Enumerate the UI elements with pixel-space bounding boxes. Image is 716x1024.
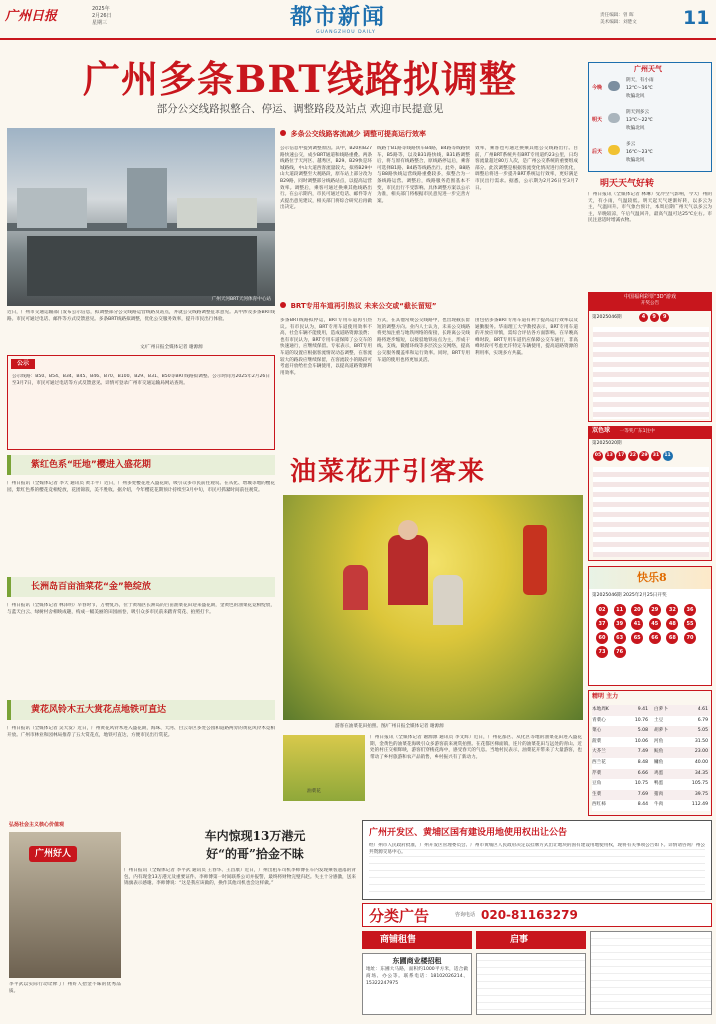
price-cell: 8.48 xyxy=(637,759,648,765)
feature-title: 油菜花开引客来 xyxy=(290,457,487,487)
price-row xyxy=(592,790,710,801)
price-cell: 31.50 xyxy=(694,738,708,744)
price-cell: 生菜 xyxy=(592,791,602,797)
feature-photo-caption: 游客在油菜花田拍照。图/广州日报全媒体记者 谢源源 xyxy=(335,724,444,729)
weather-row-0: 今晚 阴天，有小雨 12℃～16℃ 吹偏北风 xyxy=(592,78,654,99)
main-headline: 广州多条BRT线路拟调整 xyxy=(83,57,517,101)
land-notice-title: 广州开发区、黄埔区国有建设用地使用权出让公告 xyxy=(369,828,568,838)
partly-cloudy-icon xyxy=(608,145,620,155)
weather-row-2: 后天 多云 16℃～23℃ 吹偏北风 xyxy=(592,142,653,163)
main-subheadline: 部分公交线路拟整合、停运、调整路段及站点 欢迎市民提意见 xyxy=(156,103,444,115)
kl8-banner: 快乐8 xyxy=(589,567,711,589)
double-color-issue: 第2025020期 xyxy=(592,441,622,446)
notice-box xyxy=(7,355,275,450)
price-row xyxy=(592,779,710,790)
price-cell: 7.69 xyxy=(637,791,648,797)
feature-inset-photo xyxy=(283,735,365,801)
price-cell: 39.75 xyxy=(694,791,708,797)
price-cell: 5.08 xyxy=(637,728,648,734)
price-cell: 河鱼 xyxy=(654,738,664,744)
classified-title: 分类广告 xyxy=(369,907,430,925)
price-cell: 大芥兰 xyxy=(592,749,606,755)
good-people-title-1: 车内惊现13万港元 xyxy=(204,829,306,843)
sub-heading-1: 多条公交线路客流减少 调整可提高运行效率 xyxy=(280,130,580,142)
lead-col-5: 方式，在其他常规公交线路中，也出现截长留短的调整方向。业内人士认为，未来公交线路将更加注重与地铁网络的衔接，长距离公交线路将逐步缩短，以接驳地铁站点为主，形成干线、支线、微循环线等多层次公交网络，提高公交服务覆盖率和运行效率。同时，BRT专用车道的使用也将更加灵活。 xyxy=(377,318,470,363)
lead-col-2: 线路于B1路等线路快车B4路，B4路等线路快车，B5路等，以及B31路快线，B31路调整后，将与原有线路整合，原线路停运后，乘客可选择B1路、B4路等线路出行。此外，B8路与B8路快线运营线路重叠较多，拟整合为一条线路运营。调整后，线路服务范围基本不变，市民出行不受影响。具体调整方案以公示为准，相关部门将根据市民意见进一步完善方案。 xyxy=(377,146,470,204)
rapeseed-story xyxy=(7,577,275,695)
price-row xyxy=(592,737,710,748)
double-color-title: 双色球 xyxy=(592,427,611,434)
masthead xyxy=(0,0,716,40)
price-cell: 菜心 xyxy=(592,728,602,734)
photo-caption: 广州天河BRT天河体育中心站 xyxy=(211,296,271,302)
lead-byline: 文/广州日报全媒体记者 谢源源 xyxy=(140,345,203,350)
price-cell: 本地周K xyxy=(592,707,609,712)
price-box xyxy=(588,690,712,816)
classified-cat-1: 商铺租售 xyxy=(380,935,417,945)
notice-label: 公示 xyxy=(11,359,35,369)
price-cell: 34.35 xyxy=(694,770,708,776)
price-cell: 胡萝卜 xyxy=(654,728,668,734)
lottery-3d-issue: 第2025046期 xyxy=(592,315,622,320)
weather-title: 广州天气 xyxy=(634,65,662,73)
lottery-3d-numbers: 4 9 9 xyxy=(639,313,669,322)
classified-hotline: 020-81163279 xyxy=(481,908,578,922)
weather-box xyxy=(588,62,712,172)
price-cell: 23.00 xyxy=(694,749,708,755)
price-cell: 芹菜 xyxy=(592,770,602,776)
double-color-balls: 05 13 17 22 29 31 11 xyxy=(593,451,673,461)
sub-heading-2: BRT专用车道再引热议 未来公交或“截长留短” xyxy=(280,302,580,314)
classified-cat-2: 启事 xyxy=(510,935,529,945)
editor-credits: 责任编辑：曾 晖 美术编辑：刘楚文 xyxy=(600,13,637,25)
kl8-numbers: 02 11 20 29 32 36 37 39 41 45 48 55 60 63 65 66 68 70 73 76 xyxy=(594,603,710,659)
land-notice xyxy=(362,820,712,900)
price-cell: 鲩鱼 xyxy=(654,749,664,755)
notice-text: 公示线路：B50、B54、B34、B45、B46、B70、B100、B29、B31、B50等BRT线路拟调整。公示时间为2025年2月26日至3月7日，市民可通过电话等方式反馈意见。详情可登录广州市交通运输局网站查询。 xyxy=(12,374,270,386)
price-cell: 10.76 xyxy=(634,717,648,723)
price-cell: 8.44 xyxy=(637,802,648,808)
land-notice-text: 经广州市人民政府批准，广州开发区管理委员会、广州市黄埔区人民政府决定以挂牌方式出让地块的国有建设用地使用权，现将有关事项公告如下。详情请咨询广州公共资源交易中心。 xyxy=(369,843,705,855)
price-cell: 豆角 xyxy=(592,781,602,787)
section-title: 都市新闻 xyxy=(290,4,387,30)
price-row xyxy=(592,800,710,811)
weather-row-1: 明天 阴天到多云 13℃～22℃ 吹偏北风 xyxy=(592,110,653,131)
price-row xyxy=(592,769,710,780)
lead-col-4: 多条BRT线路拟停运，BRT专用车道再引热议。有市民认为，BRT专用车道使用效率不高，社会车辆不能使用，造成道路资源浪费；也有市民认为，BRT专用车道保障了公交车的快速通行，应继续保留。专家表示，BRT专用车道的设置应根据客流情况动态调整，在客流较大的路段应继续保留，在客流较小的路段可考虑开放给社会车辆使用，以提高道路资源利用效率。 xyxy=(280,318,372,376)
paper-logo: 广州日报 xyxy=(5,9,58,24)
cherry-story-title: 紫红色系“旺地”樱进入盛花期 xyxy=(31,460,151,470)
price-row xyxy=(592,705,710,716)
feature-inset-label: 油菜花 xyxy=(307,789,321,794)
cherry-story-text: 广州日报讯（全媒体记者 李天 通讯员 黄丰平）近日，广州多处樱花进入盛花期，吸引众多市民前往观赏。在从化、增城等地的樱花园，紫红色系的樱花竞相绽放，花团锦簇，美不胜收。据介绍，今年樱花花期预计持续至3月中旬，市民可抓紧时间前往观赏。 xyxy=(7,481,275,493)
price-cell: 土豆 xyxy=(654,717,664,723)
good-people-header: 弘扬社会主义核心价值观 xyxy=(9,822,65,828)
lottery-3d-title: 中国福利彩票“3D”游戏 xyxy=(623,294,677,300)
price-cell: 112.49 xyxy=(691,802,708,808)
feature-text: 广州日报讯（全媒体记者 谢源源 通讯员 李文辉）近日，广州花都区、从化区等地的油菜花田进入盛花期，金黄色的油菜花海吸引众多游客前来观赏拍照。在花都区梯面镇，连片的油菜花田与远处的青山、近处的村庄交相辉映，游客们穿梭花海中，感受春天的气息。当地村民表示，油菜花开带来了大量游客，也带动了乡村旅游和农产品销售，乡村振兴有了新动力。 xyxy=(370,735,582,760)
lead-intro: 近日，广州市交通运输部门发布公示信息，拟调整部分公交线路运营线路及站点，并就公交线路调整征求意见。其中涉及多条BRT线路。市民可通过电话、邮件等方式反馈意见。多条BRT线路拟调整，优化公交服务效率，提升市民出行体验。 xyxy=(7,310,275,322)
double-color-table xyxy=(593,467,709,557)
price-cell: 青菜心 xyxy=(592,717,606,723)
price-cell: 鸡蛋 xyxy=(654,770,664,776)
price-row xyxy=(592,758,710,769)
lead-col-6: 由包括多条BRT专用车道有利于提高运行效率以及通勤服务。华南理工大学教授表示，BRT专用车道的开放应审慎，需综合评估各方面影响。在早晚高峰时段，BRT专用车道仍应保障公交车通行，非高峰时段可考虑允许特定车辆使用，提高道路资源的利用率，实现多方共赢。 xyxy=(475,318,578,356)
classified-ads xyxy=(362,903,712,1020)
price-cell: 40.00 xyxy=(694,759,708,765)
classified-ad-text: 地址：东圃大马路，面积约1000平方米，适合做商场、办公等。联系电话：18102026214、15322247975 xyxy=(366,967,468,986)
price-cell: 鳙鱼 xyxy=(654,759,664,765)
good-people-caption: 李平武以实际行动诠释了广州好人拾金不昧的优秀品质。 xyxy=(9,982,121,994)
land-notice-table xyxy=(369,843,705,895)
price-cell: 菠菜 xyxy=(592,738,602,744)
double-color-sub: 一等奖广东1注中 xyxy=(619,429,655,434)
double-color-box xyxy=(588,426,712,561)
good-people-text: 广州日报讯（全媒体记者 李平武 通讯员 王春华、王昌康）近日，广州出租车司机李师傅在车内发现乘客遗落的背包，内有现金13万港元及重要证件。李师傅第一时间联系公司并报警，最终将财物完璧归赵。失主十分感激，送来锦旗表示感谢。李师傅说：“这是我应该做的，换作其他司机也会这样做。” xyxy=(124,868,356,887)
kl8-box xyxy=(588,566,712,686)
rapeseed-story-text: 广州日报讯（全媒体记者 林泽明）早春时节，万物复苏，位于黄埔区长洲岛的百亩油菜花田迎来盛花期，金黄色的油菜花竞相绽放，与蓝天白云、绿树村舍相映成趣，构成一幅美丽的田园画卷，吸引众多市民前来踏青赏花、拍照打卡。 xyxy=(7,603,275,615)
lead-col-1: 公示信息中提到调整原因。其中，B20和B27路快速公交，成少BRT通道和线路重叠。两条线路位于天河区、越秀区，B29、B29快是环城路线，中山大道西客流量较大。拟将B29中山大道段调整至大观路段，原车站上部分改为B29路，同时调整部分线路站点，以提高运营效率。调整后，乘客可通过换乘其他线路出行。在公示期内，市民可通过电话、邮件等方式提出意见建议，相关部门将综合研究后再做出决定。 xyxy=(280,146,372,211)
price-cell: 白萝卜 xyxy=(654,707,668,712)
bellflower-story-title: 黄花风铃木五大赏花点地铁可直达 xyxy=(31,705,167,715)
cloudy-icon xyxy=(608,113,620,123)
weather-story-title: 明天天气好转 xyxy=(600,179,655,189)
price-cell: 西红柿 xyxy=(592,802,606,808)
brt-station-photo xyxy=(7,128,275,306)
price-row xyxy=(592,726,710,737)
good-people-title-2: 好“的哥”拾金不昧 xyxy=(206,847,304,861)
price-cell: 牛肉 xyxy=(654,802,664,808)
price-row xyxy=(592,747,710,758)
section-pinyin: GUANGZHOU DAILY xyxy=(316,30,376,35)
price-table xyxy=(592,705,710,811)
weather-story-text: 广州日报讯（全媒体记者 林琳）受冷空气影响，今天广州阴天，有小雨，气温较低。明天起天气逐渐好转，以多云为主，气温回升。市气象台预计，本周后期广州天气以多云为主，早晚较凉，午后气温回升，最高气温可达25℃左右。市民注意适时增减衣物。 xyxy=(588,192,712,224)
price-cell: 9.41 xyxy=(637,707,648,712)
price-cell: 4.61 xyxy=(697,707,708,712)
classified-ad-title: 东圃商业楼招租 xyxy=(392,956,442,965)
price-cell: 10.06 xyxy=(634,738,648,744)
price-cell: 鸭蛋 xyxy=(654,781,664,787)
rapeseed-story-title: 长洲岛百亩油菜花“金”艳绽放 xyxy=(31,582,151,592)
rapeseed-photo xyxy=(283,495,583,720)
good-people-photo xyxy=(9,832,121,978)
lead-col-3: 效率，乘客也可通过换乘其他公交线路出行。目前，广州BRT系统共有BRT专用道约23公里，日均客流量超过80万人次，是广州公交系统的重要组成部分。此次调整是根据客流变化情况进行的优化，调整后将进一步提升BRT系统运行效率，更好满足市民出行需求。据悉，公示期为2月26日至3月7日。 xyxy=(475,146,578,191)
lottery-3d-box xyxy=(588,292,712,422)
price-title: 精明 主力 xyxy=(592,693,619,700)
lottery-3d-sub: 开奖公告 xyxy=(640,300,660,306)
kl8-issue: 第2025046期 2025年2月25日开奖 xyxy=(592,593,667,598)
price-row xyxy=(592,716,710,727)
page-number: 11 xyxy=(683,7,710,29)
price-cell: 5.05 xyxy=(697,728,708,734)
price-cell: 西兰花 xyxy=(592,759,606,765)
price-cell: 105.75 xyxy=(691,781,708,787)
price-cell: 猪肉 xyxy=(654,791,664,797)
lottery-3d-table xyxy=(593,327,709,419)
issue-date: 2025年 2月26日 星期三 xyxy=(92,6,112,26)
price-cell: 10.75 xyxy=(634,781,648,787)
good-people-badge: 广州好人 xyxy=(29,846,77,862)
classified-hotline-label: 咨询电话 xyxy=(455,912,476,918)
bellflower-story-text: 广州日报讯（全媒体记者 吴大发）近日，广州黄花风铃木进入盛花期，海珠、天河、白云等区多处公园和道路两旁的黄花风铃木竞相开放。广州市林业和园林局推荐了五大赏花点，地铁可直达，方便市民出行赏花。 xyxy=(7,726,275,738)
price-cell: 6.79 xyxy=(697,717,708,723)
price-cell: 7.49 xyxy=(637,749,648,755)
rain-icon xyxy=(608,81,620,91)
cherry-story xyxy=(7,455,275,575)
price-cell: 6.66 xyxy=(637,770,648,776)
bellflower-story xyxy=(7,700,275,812)
